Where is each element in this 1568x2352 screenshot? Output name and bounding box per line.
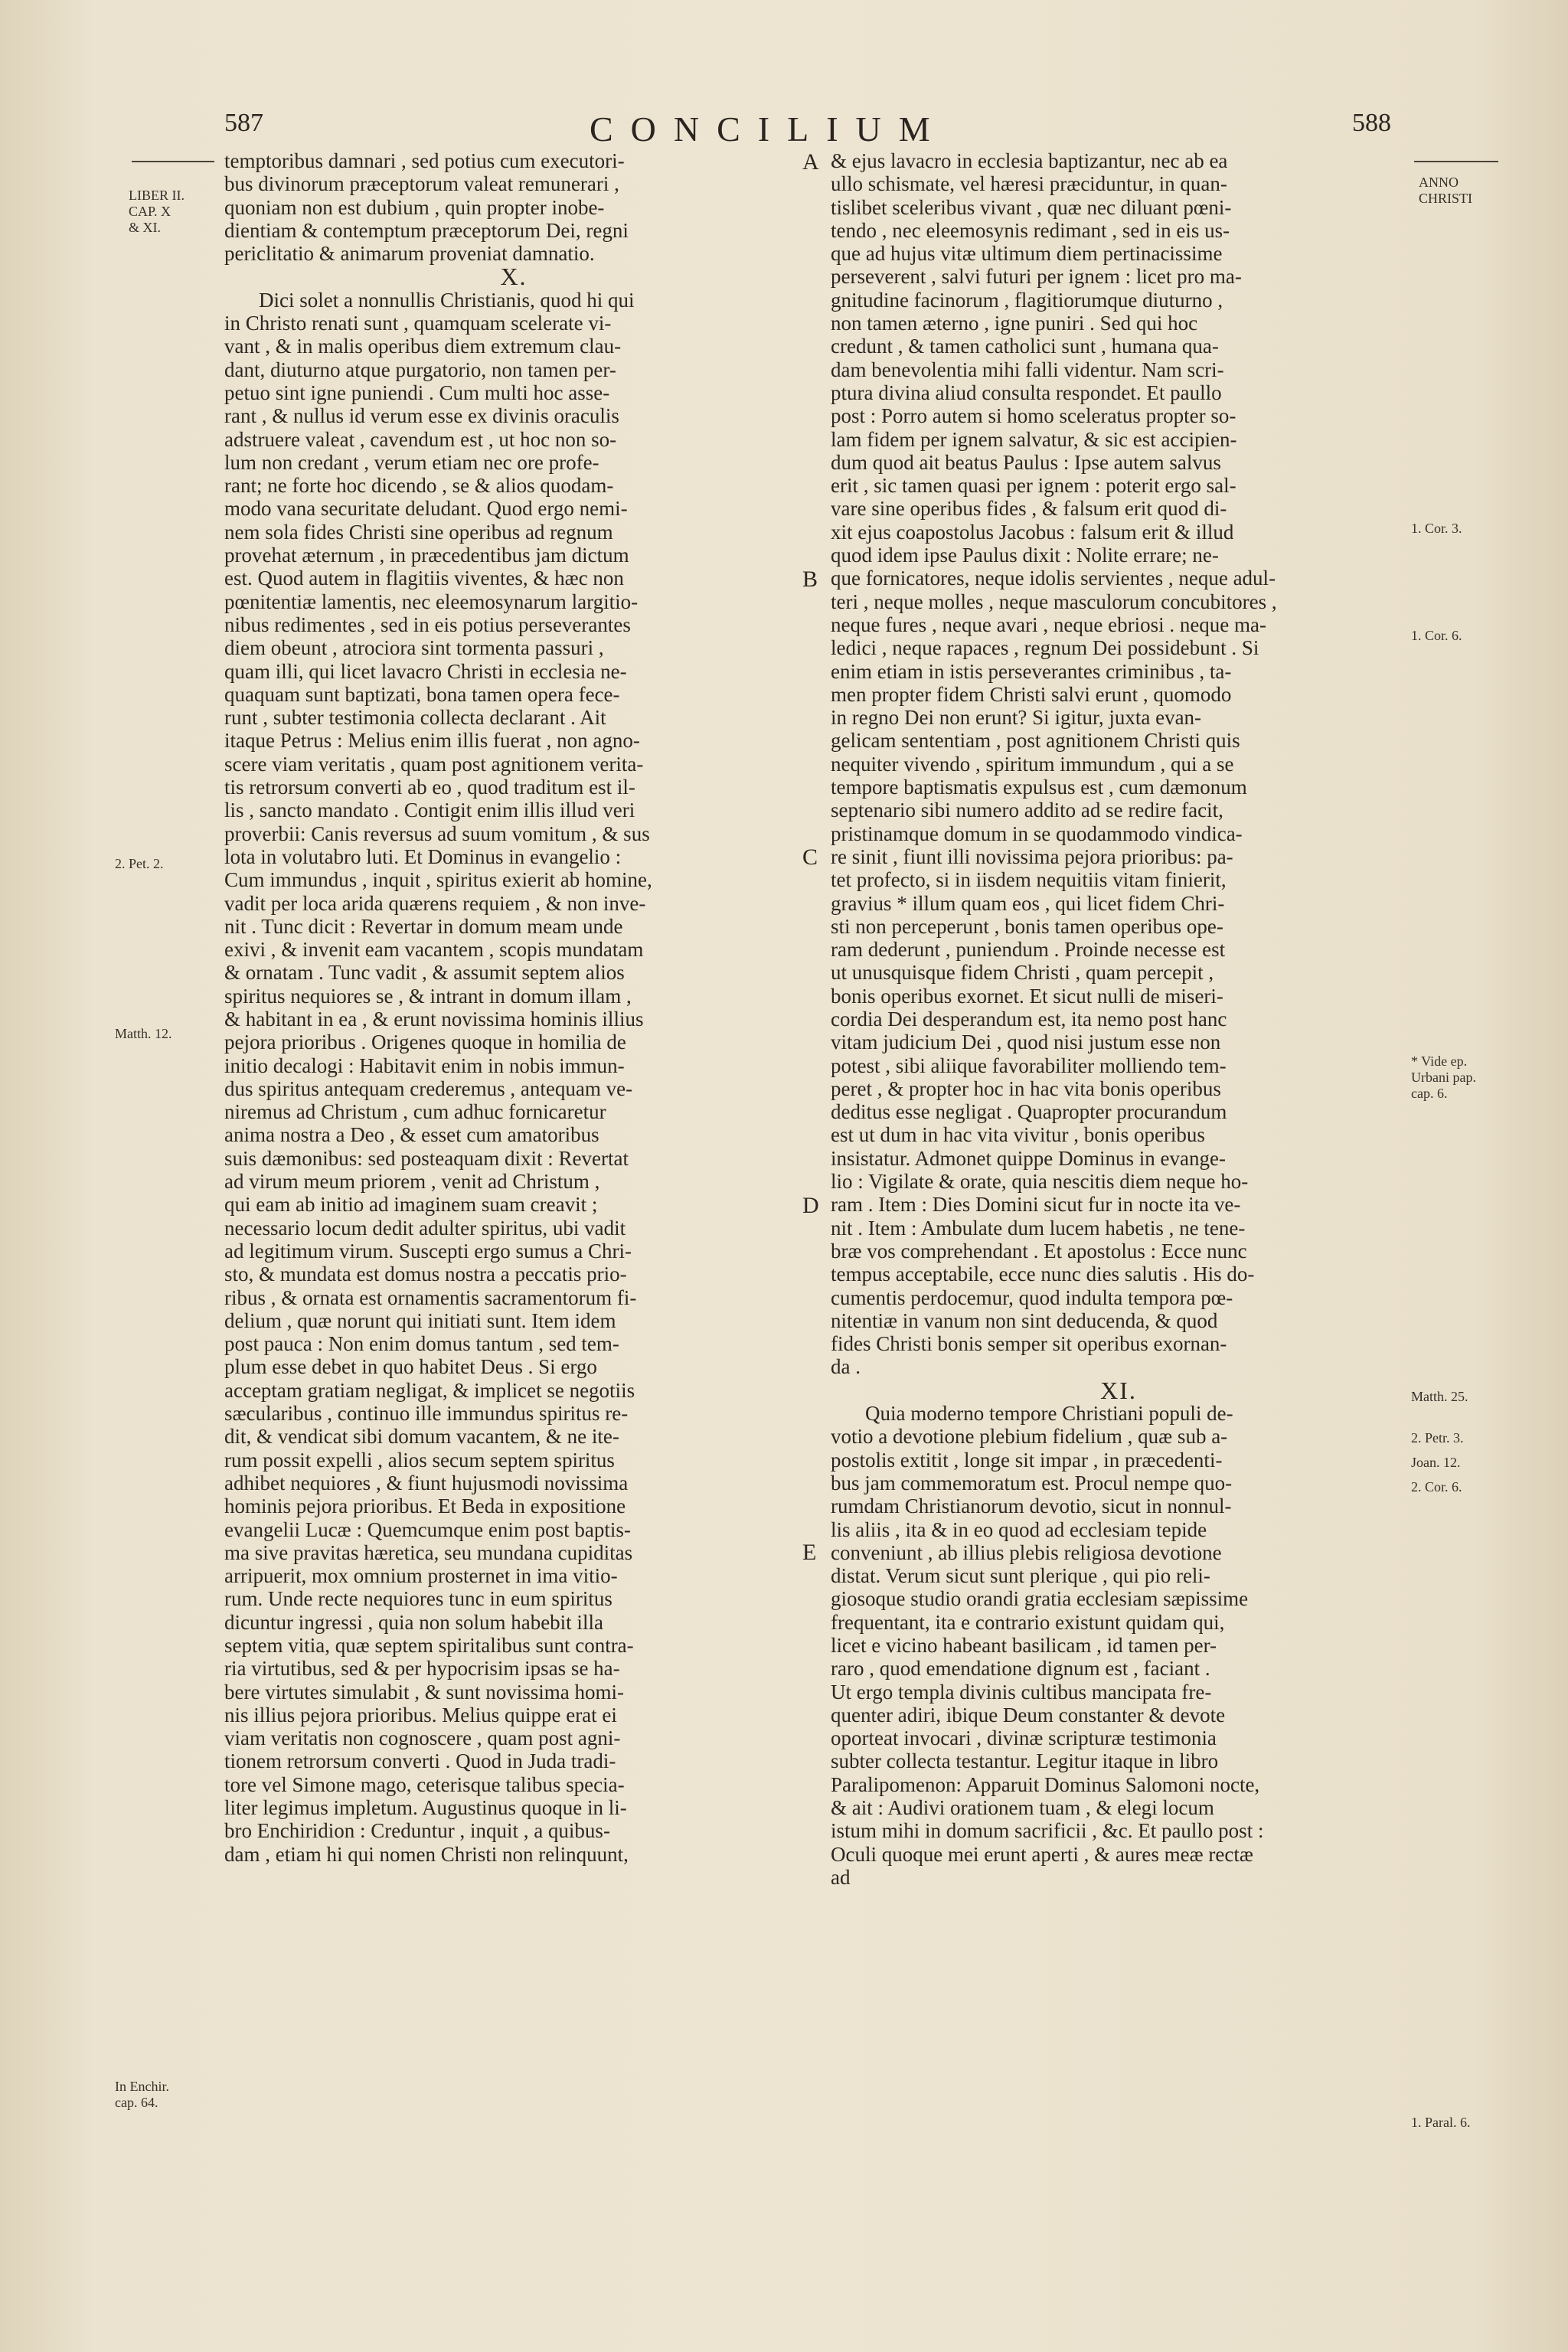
text-line: viam veritatis non cognoscere , quam post agni- — [224, 1726, 621, 1750]
text-line: bus jam commemoratum est. Procul nempe quo- — [831, 1471, 1233, 1494]
text-line: rant , & nullus id verum esse ex divinis oraculis — [224, 404, 619, 428]
text-line: tendo , nec eleemosynis redimant , sed in eis us- — [831, 218, 1230, 242]
text-line: licet e vicino habeant basilicam , id tamen per- — [831, 1634, 1217, 1657]
text-line: hominis pejora prioribus. Et Beda in expositione — [224, 1494, 626, 1518]
text-line: ptura divina aliud consulta respondet. Et paullo — [831, 381, 1222, 404]
margin-ref-2petr3: 2. Petr. 3. — [1411, 1430, 1464, 1446]
text-line: deditus esse negligat . Quapropter procurandum — [831, 1100, 1227, 1124]
text-line: postolis extitit , longe sit impar , in præcedenti- — [831, 1448, 1223, 1472]
text-line: acceptam gratiam negligat, & implicet se negotiis — [224, 1378, 635, 1402]
text-line: Paralipomenon: Apparuit Dominus Salomoni nocte, — [831, 1772, 1260, 1796]
text-line: lis aliis , ita & in eo quod ad ecclesiam tepide — [831, 1517, 1207, 1541]
section-letter-b: B — [802, 567, 818, 592]
left-text-column — [224, 149, 803, 1866]
text-line: liter legimus impletum. Augustinus quoque in li- — [224, 1796, 627, 1820]
text-line: tionem retrorsum converti . Quod in Juda tradi- — [224, 1749, 616, 1773]
text-line: bræ vos comprehendant . Et apostolus : Ecce nunc — [831, 1239, 1247, 1263]
text-line: dientiam & contemptum præceptorum Dei, regni — [224, 218, 629, 242]
margin-ref-2pet: 2. Pet. 2. — [115, 856, 164, 871]
text-line: est. Quod autem in flagitiis viventes, & hæc non — [224, 567, 624, 590]
text-line: arripuerit, mox omnium prosternet in ima vitio- — [224, 1564, 618, 1588]
text-line: tet profecto, si in iisdem nequitiis vitam finierit, — [831, 868, 1227, 892]
text-line: ria virtutibus, sed & per hypocrisim ipsas se ha- — [224, 1657, 620, 1681]
text-line: septem vitia, quæ septem spiritalibus sunt contra- — [224, 1634, 634, 1657]
text-line: Quia moderno tempore Christiani populi de- — [865, 1402, 1233, 1426]
text-line: petuo sint igne puniendi . Cum multi hoc asse- — [224, 381, 610, 404]
section-letter-e: E — [802, 1540, 817, 1565]
text-line: fides Christi bonis semper sit operibus exornan- — [831, 1332, 1227, 1356]
text-line: ad virum meum priorem , venit ad Christum , — [224, 1170, 600, 1194]
text-line: bro Enchiridion : Creduntur , inquit , a quibus- — [224, 1819, 610, 1843]
text-line: gravius * illum quam eos , qui licet fidem Chri- — [831, 891, 1225, 915]
section-heading: X. — [500, 263, 528, 291]
text-line: gnitudine facinorum , flagitiorumque diuturno , — [831, 288, 1223, 312]
text-line: spiritus nequiores se , & intrant in domum illam , — [224, 984, 632, 1008]
text-line: nis illius pejora prioribus. Melius quippe erat ei — [224, 1703, 617, 1726]
text-line: perseverent , salvi futuri per ignem : licet pro ma- — [831, 265, 1242, 289]
text-line: giosoque studio orandi gratia ecclesiam sæpissime — [831, 1587, 1249, 1611]
text-line: gelicam sententiam , post agnitionem Christi quis — [831, 729, 1240, 753]
text-line: sti non perceperunt , bonis tamen operibus ope- — [831, 914, 1223, 938]
text-line: in regno Dei non erunt? Si igitur, juxta evan- — [831, 706, 1202, 730]
margin-liber-chapter: LIBER II. CAP. X & XI. — [129, 188, 185, 235]
text-line: rum. Unde recte nequiores tunc in eum spiritus — [224, 1587, 612, 1611]
text-line: peret , & propter hoc in hac vita bonis operibus — [831, 1076, 1221, 1100]
margin-ref-1cor6: 1. Cor. 6. — [1411, 628, 1462, 643]
text-line: tore vel Simone mago, ceterisque talibus specia- — [224, 1772, 625, 1796]
text-line: ad — [831, 1865, 851, 1889]
margin-ref-1cor3: 1. Cor. 3. — [1411, 521, 1462, 536]
text-line: quenter adiri, ibique Deum constanter & devote — [831, 1703, 1226, 1726]
text-line: exivi , & invenit eam vacantem , scopis mundatam — [224, 938, 644, 962]
text-line: vare sine operibus fides , & falsum erit quod di- — [831, 497, 1227, 521]
right-text-column — [831, 149, 1406, 1889]
text-line: rum possit expelli , alios secum septem spiritus — [224, 1448, 615, 1472]
text-line: tempus acceptabile, ecce nunc dies salutis . His do- — [831, 1263, 1255, 1286]
margin-ref-urbani: * Vide ep. Urbani pap. cap. 6. — [1411, 1054, 1476, 1101]
text-line: insistatur. Admonet quippe Dominus in evange- — [831, 1146, 1226, 1170]
page-number-right: 588 — [1352, 109, 1391, 137]
margin-ref-2cor6: 2. Cor. 6. — [1411, 1479, 1462, 1494]
text-line: votio a devotione plebium fidelium , quæ sub a- — [831, 1425, 1228, 1449]
text-line: dit, & vendicat sibi domum vacantem, & ne ite- — [224, 1425, 619, 1449]
text-line: lota in volutabro luti. Et Dominus in evangelio : — [224, 844, 622, 868]
text-line: lum non credant , verum etiam nec ore profe- — [224, 450, 599, 474]
text-line: non tamen æterno , igne puniri . Sed qui hoc — [831, 312, 1198, 335]
text-line: men propter fidem Christi salvi erunt , quomodo — [831, 682, 1232, 706]
text-line: dant, diuturno atque purgatorio, non tamen per- — [224, 358, 616, 381]
text-line: lam fidem per ignem salvatur, & sic est accipien- — [831, 427, 1237, 451]
text-line: vant , & in malis operibus diem extremum clau- — [224, 335, 622, 358]
text-line: lio : Vigilate & orate, quia nescitis diem neque ho- — [831, 1170, 1249, 1194]
text-line: post pauca : Non enim domus tantum , sed tem- — [224, 1332, 619, 1356]
right-header-rule — [1414, 161, 1498, 162]
text-line: plum esse debet in quo habitet Deus . Si ergo — [224, 1355, 597, 1379]
text-line: nem sola fides Christi sine operibus ad regnum — [224, 520, 613, 544]
margin-ref-matth12: Matth. 12. — [115, 1026, 172, 1041]
text-line: bus divinorum præceptorum valeat remunerari , — [224, 172, 619, 196]
text-line: ledici , neque rapaces , regnum Dei possidebunt . Si — [831, 636, 1259, 660]
text-line: evangelii Lucæ : Quemcumque enim post baptis- — [224, 1517, 631, 1541]
text-line: proverbii: Canis reversus ad suum vomitum , & sus — [224, 822, 650, 845]
text-line: bere virtutes simulabit , & sunt novissima homi- — [224, 1680, 624, 1704]
text-line: dam benevolentia mihi falli videntur. Nam scri- — [831, 358, 1224, 381]
text-line: nit . Item : Ambulate dum lucem habetis , ne tene- — [831, 1216, 1246, 1240]
text-line: delium , quæ norunt qui initiati sunt. Item idem — [224, 1308, 616, 1332]
text-line: adstruere valeat , cavendum est , ut hoc non so- — [224, 427, 617, 451]
text-line: itaque Petrus : Melius enim illis fuerat , non agno- — [224, 729, 640, 753]
text-line: bonis operibus exornet. Et sicut nulli de miseri- — [831, 984, 1223, 1008]
text-line: re sinit , fiunt illi novissima pejora prioribus: pa- — [831, 844, 1233, 868]
text-line: & ejus lavacro in ecclesia baptizantur, nec ab ea — [831, 149, 1228, 172]
text-line: ram dederunt , puniendum . Proinde necesse est — [831, 938, 1226, 962]
text-line: in Christo renati sunt , quamquam scelerate vi- — [224, 312, 612, 335]
text-line: dam , etiam hi qui nomen Christi non relinquunt, — [224, 1842, 629, 1866]
text-line: xit ejus coapostolus Jacobus : falsum erit & illud — [831, 520, 1234, 544]
text-line: & habitant in ea , & erunt novissima hominis illius — [224, 1007, 644, 1031]
text-line: que fornicatores, neque idolis servientes , neque adul- — [831, 567, 1276, 590]
margin-ref-joan12: Joan. 12. — [1411, 1455, 1461, 1470]
text-line: da . — [831, 1355, 861, 1379]
text-line: quam illi, qui licet lavacro Christi in ecclesia ne- — [224, 659, 627, 683]
text-line: tis retrorsum converti ab eo , quod traditum est il- — [224, 776, 635, 799]
text-line: Oculi quoque mei erunt aperti , & aures meæ rectæ — [831, 1842, 1253, 1866]
page-number-left: 587 — [224, 109, 263, 137]
text-line: raro , quod emendatione dignum est , faciant . — [831, 1657, 1210, 1681]
text-line: cumentis perdocemur, quod indulta tempora pœ- — [831, 1285, 1233, 1309]
text-line: ad legitimum virum. Suscepti ergo sumus a Chri- — [224, 1239, 632, 1263]
text-line: septenario sibi numero addito ad se redire facit, — [831, 799, 1223, 822]
margin-ref-enchir: In Enchir. cap. 64. — [115, 2079, 169, 2110]
section-letter-c: C — [802, 844, 818, 870]
section-letter-a: A — [802, 149, 819, 175]
text-line: sto, & mundata est domus nostra a peccatis prio- — [224, 1263, 627, 1286]
text-line: modo vana securitate deludant. Quod ergo nemi- — [224, 497, 628, 521]
text-line: conveniunt , ab illius plebis religiosa devotione — [831, 1540, 1222, 1564]
text-line: cordia Dei desperandum est, ita nemo post hanc — [831, 1007, 1227, 1031]
text-line: dicuntur ingressi , quia non solum habebit illa — [224, 1610, 603, 1634]
margin-ref-paral: 1. Paral. 6. — [1411, 2115, 1471, 2130]
text-line: nibus redimentes , sed in eis potius perseverantes — [224, 612, 631, 636]
text-line: dum quod ait beatus Paulus : Ipse autem salvus — [831, 450, 1221, 474]
text-line: nitentiæ in vanum non sint deducenda, & quod — [831, 1308, 1218, 1332]
text-line: anima nostra a Deo , & esset cum amatoribus — [224, 1123, 599, 1147]
text-line: neque fures , neque avari , neque ebriosi . neque ma- — [831, 612, 1267, 636]
text-line: Ut ergo templa divinis cultibus mancipata fre- — [831, 1680, 1212, 1704]
text-line: qui eam ab initio ad imaginem suam creavit ; — [224, 1193, 598, 1217]
text-line: potest , sibi aliique favorabiliter molliendo tem- — [831, 1054, 1227, 1077]
text-line: provehat æternum , in præcedentibus jam dictum — [224, 544, 629, 567]
left-header-rule — [132, 161, 214, 162]
text-line: temptoribus damnari , sed potius cum executori- — [224, 149, 625, 172]
text-line: runt , subter testimonia collecta declarant . Ait — [224, 706, 606, 730]
text-line: distat. Verum sicut sunt plerique , qui pio reli- — [831, 1564, 1210, 1588]
text-line: frequentant, ita e contrario existunt quidam qui, — [831, 1610, 1225, 1634]
text-line: suis dæmonibus: sed posteaquam dixit : Revertat — [224, 1146, 629, 1170]
text-line: tislibet sceleribus vivant , quæ nec diluant pœni- — [831, 195, 1232, 219]
text-line: pristinamque domum in se quodammodo vindica- — [831, 822, 1243, 845]
text-line: ut unusquisque fidem Christi , quam percepit , — [831, 961, 1214, 985]
text-line: pœnitentiæ lamentis, nec eleemosynarum largitio- — [224, 590, 639, 613]
text-line: subter collecta testantur. Legitur itaque in libro — [831, 1749, 1219, 1773]
text-line: adhibet nequiores , & fiunt hujusmodi novissima — [224, 1471, 629, 1494]
text-line: ullo schismate, vel hæresi præciduntur, in quan- — [831, 172, 1227, 196]
text-line: dus spiritus antequam crederemus , antequam ve- — [224, 1076, 633, 1100]
margin-anno-christi: ANNO CHRISTI — [1419, 175, 1473, 206]
text-line: ram . Item : Dies Domini sicut fur in nocte ita ve- — [831, 1193, 1241, 1217]
text-line: Dici solet a nonnullis Christianis, quod hi qui — [259, 288, 635, 312]
text-line: sæcularibus , continuo ille immundus spiritus re- — [224, 1402, 629, 1426]
text-line: & ait : Audivi orationem tuam , & elegi locum — [831, 1796, 1214, 1820]
text-line: teri , neque molles , neque masculorum concubitores , — [831, 590, 1277, 613]
text-line: credunt , & tamen catholici sunt , humana qua- — [831, 335, 1219, 358]
text-line: necessario locum dedit adulter spiritus, ubi vadit — [224, 1216, 626, 1240]
text-line: Cum immundus , inquit , spiritus exierit ab homine, — [224, 868, 652, 892]
margin-ref-matth25: Matth. 25. — [1411, 1389, 1468, 1404]
section-heading: XI. — [1100, 1376, 1137, 1404]
text-line: initio decalogi : Habitavit enim in nobis immun- — [224, 1054, 625, 1077]
text-line: quaquam sunt baptizati, bona tamen opera fece- — [224, 682, 620, 706]
text-line: ma sive pravitas hæretica, seu mundana cupiditas — [224, 1540, 633, 1564]
text-line: ribus , & ornata est ornamentis sacramentorum fi- — [224, 1285, 637, 1309]
text-line: quod idem ipse Paulus dixit : Nolite errare; ne- — [831, 544, 1219, 567]
section-letter-d: D — [802, 1193, 819, 1218]
text-line: rumdam Christianorum devotio, sicut in nonnul- — [831, 1494, 1232, 1518]
text-line: scere viam veritatis , quam post agnitionem verita- — [224, 752, 644, 776]
text-line: nit . Tunc dicit : Revertar in domum meam unde — [224, 914, 623, 938]
text-line: est ut dum in hac vita vivitur , bonis operibus — [831, 1123, 1205, 1147]
text-line: oporteat invocari , divinæ scripturæ testimonia — [831, 1726, 1217, 1750]
text-line: periclitatio & animarum proveniat damnatio. — [224, 242, 595, 266]
text-line: rant; ne forte hoc dicendo , se & alios quodam- — [224, 474, 614, 498]
text-line: nequiter vivendo , spiritum immundum , qui a se — [831, 752, 1234, 776]
text-line: vitam judicium Dei , quod nisi justum esse non — [831, 1031, 1221, 1054]
text-line: post : Porro autem si homo sceleratus propter so- — [831, 404, 1236, 428]
text-line: erit , sic tamen quasi per ignem : poterit ergo sal- — [831, 474, 1236, 498]
text-line: que ad hujus vitæ ultimum diem pertinacissime — [831, 242, 1223, 266]
text-line: & ornatam . Tunc vadit , & assumit septem alios — [224, 961, 625, 985]
running-title: CONCILIUM — [590, 109, 948, 149]
text-line: diem obeunt , atrociora sint tormenta passuri , — [224, 636, 604, 660]
text-line: vadit per loca arida quærens requiem , & non inve- — [224, 891, 646, 915]
text-line: quoniam non est dubium , quin propter inobe- — [224, 195, 605, 219]
text-line: enim etiam in istis perseverantes criminibus , ta- — [831, 659, 1232, 683]
text-line: lis , sancto mandato . Contigit enim illis illud veri — [224, 799, 635, 822]
text-line: tempore baptismatis expulsus est , cum dæmonum — [831, 776, 1247, 799]
text-line: niremus ad Christum , cum adhuc fornicaretur — [224, 1100, 606, 1124]
text-line: istum mihi in domum sacrificii , &c. Et paullo post : — [831, 1819, 1264, 1843]
text-line: pejora prioribus . Origenes quoque in homilia de — [224, 1031, 626, 1054]
